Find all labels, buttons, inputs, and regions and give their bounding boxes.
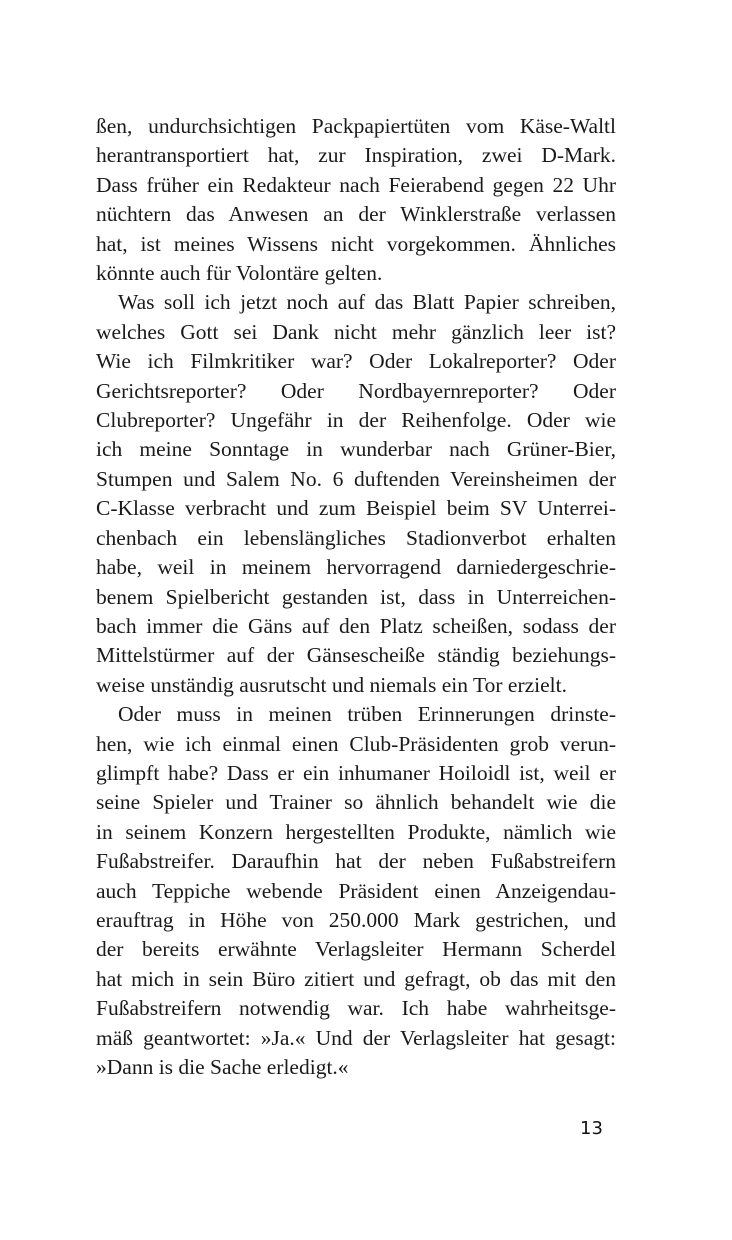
text-line: bach immer die Gäns auf den Platz scheißen, sodass der: [96, 613, 616, 638]
paragraph-3: [96, 700, 616, 1082]
text-line: herantransportiert hat, zur Inspiration, zwei D-Mark.: [96, 143, 616, 168]
text-line: habe, weil in meinem hervorragend darniedergeschrie-: [96, 555, 616, 580]
text-line: hat mich in sein Büro zitiert und gefragt, ob das mit den: [96, 966, 616, 991]
text-line: »Dann is die Sache erledigt.«: [96, 1055, 349, 1079]
text-line: hen, wie ich einmal einen Club-Präsidenten grob verun-: [96, 731, 616, 756]
text-line: auch Teppiche webende Präsident einen Anzeigendau-: [96, 878, 616, 903]
text-line: mäß geantwortet: »Ja.« Und der Verlagsleiter hat gesagt:: [96, 1025, 616, 1050]
text-line: benem Spielbericht gestanden ist, dass in Unterreichen-: [96, 584, 616, 609]
text-line: Fußabstreifern notwendig war. Ich habe wahrheitsge-: [96, 996, 616, 1021]
page-number: 13: [580, 1118, 603, 1139]
text-line: Mittelstürmer auf der Gänsescheiße ständig beziehungs-: [96, 643, 616, 668]
book-page-body: [96, 112, 616, 1082]
text-line: welches Gott sei Dank nicht mehr gänzlich leer ist?: [96, 319, 616, 344]
text-line: nüchtern das Anwesen an der Winklerstraße verlassen: [96, 202, 616, 227]
text-line: Was soll ich jetzt noch auf das Blatt Papier schreiben,: [118, 290, 616, 315]
text-line: Oder muss in meinen trüben Erinnerungen drinste-: [118, 702, 616, 727]
text-line: Stumpen und Salem No. 6 duftenden Vereinsheimen der: [96, 466, 616, 491]
text-line: in seinem Konzern hergestellten Produkte, nämlich wie: [96, 819, 616, 844]
text-line: glimpft habe? Dass er ein inhumaner Hoiloidl ist, weil er: [96, 760, 616, 785]
text-line: könnte auch für Volontäre gelten.: [96, 261, 383, 286]
text-line: Wie ich Filmkritiker war? Oder Lokalreporter? Oder: [96, 349, 616, 374]
text-line: Clubreporter? Ungefähr in der Reihenfolge. Oder wie: [96, 408, 616, 433]
paragraph-2: [96, 288, 616, 700]
text-line: der bereits erwähnte Verlagsleiter Hermann Scherdel: [96, 937, 616, 962]
text-line: weise unständig ausrutscht und niemals ein Tor erzielt.: [96, 672, 567, 697]
text-line: Gerichtsreporter? Oder Nordbayernreporter? Oder: [96, 378, 616, 403]
text-line: chenbach ein lebenslängliches Stadionverbot erhalten: [96, 525, 616, 550]
paragraph-1: [96, 112, 616, 288]
text-line: C-Klasse verbracht und zum Beispiel beim SV Unterrei-: [96, 496, 616, 521]
text-line: Dass früher ein Redakteur nach Feierabend gegen 22 Uhr: [96, 172, 616, 197]
text-line: ßen, undurchsichtigen Packpapiertüten vom Käse-Waltl: [96, 114, 616, 138]
text-line: hat, ist meines Wissens nicht vorgekommen. Ähnliches: [96, 231, 616, 256]
text-line: seine Spieler und Trainer so ähnlich behandelt wie die: [96, 790, 616, 815]
text-line: ich meine Sonntage in wunderbar nach Grüner-Bier,: [96, 437, 616, 462]
text-line: Fußabstreifer. Daraufhin hat der neben Fußabstreifern: [96, 849, 616, 874]
text-line: erauftrag in Höhe von 250.000 Mark gestrichen, und: [96, 907, 616, 932]
